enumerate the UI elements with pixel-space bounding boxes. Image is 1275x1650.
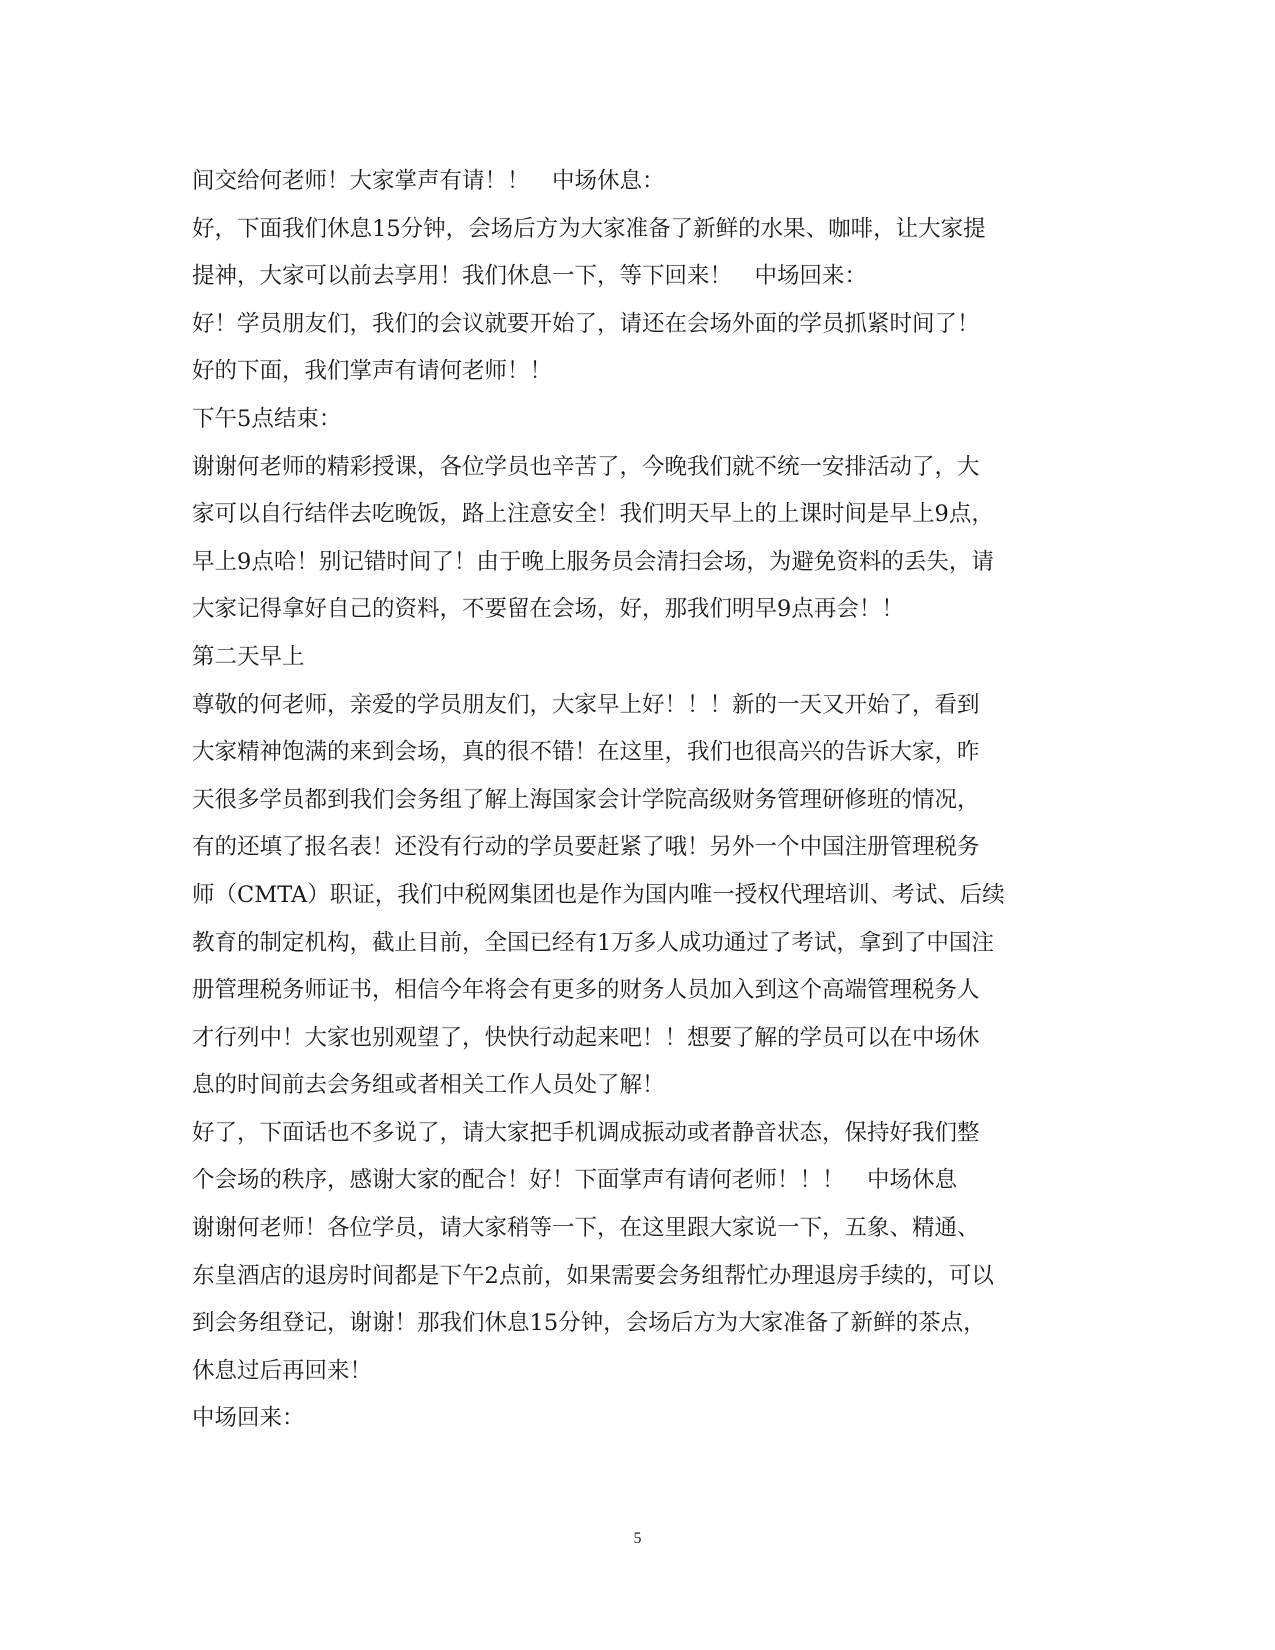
text-line: 家可以自行结伴去吃晚饭，路上注意安全！我们明天早上的上课时间是早上9点， [192,501,994,528]
text-line: 好！学员朋友们，我们的会议就要开始了，请还在会场外面的学员抓紧时间了！ [192,310,980,337]
text-line: 大家记得拿好自己的资料，不要留在会场，好，那我们明早9点再会！！ [192,596,904,623]
section-heading: 下午5点结束： [192,405,342,432]
text-line: 册管理税务师证书，相信今年将会有更多的财务人员加入到这个高端管理税务人 [192,977,980,1004]
text-line: 东皇酒店的退房时间都是下午2点前，如果需要会务组帮忙办理退房手续的，可以 [192,1262,994,1289]
text-line: 才行列中！大家也别观望了，快快行动起来吧！！想要了解的学员可以在中场休 [192,1024,980,1051]
text-line: 到会务组登记，谢谢！那我们休息15分钟，会场后方为大家准备了新鲜的茶点， [192,1310,986,1337]
text-line: 有的还填了报名表！还没有行动的学员要赶紧了哦！另外一个中国注册管理税务 [192,834,980,861]
text-line: 谢谢何老师！各位学员，请大家稍等一下，在这里跟大家说一下，五象、精通、 [192,1215,980,1242]
page-number: 5 [633,1530,642,1547]
text-line: 师（CMTA）职证，我们中税网集团也是作为国内唯一授权代理培训、考试、后续 [192,881,1005,908]
section-heading: 中场回来： [192,1405,305,1432]
body-text [192,158,1072,1443]
text-line: 息的时间前去会务组或者相关工作人员处了解！ [192,1072,665,1099]
text-line: 提神，大家可以前去享用！我们休息一下，等下回来！ 中场回来： [192,263,868,290]
text-line: 好的下面，我们掌声有请何老师！！ [192,358,553,385]
text-line: 大家精神饱满的来到会场，真的很不错！在这里，我们也很高兴的告诉大家，昨 [192,739,980,766]
text-line: 教育的制定机构，截止目前，全国已经有1万多人成功通过了考试，拿到了中国注 [192,929,994,956]
text-line: 好，下面我们休息15分钟，会场后方为大家准备了新鲜的水果、咖啡，让大家提 [192,215,986,242]
text-line: 谢谢何老师的精彩授课，各位学员也辛苦了，今晚我们就不统一安排活动了，大 [192,453,980,480]
text-line: 尊敬的何老师，亲爱的学员朋友们，大家早上好！！！新的一天又开始了，看到 [192,691,980,718]
text-line: 天很多学员都到我们会务组了解上海国家会计学院高级财务管理研修班的情况， [192,786,980,813]
text-line: 间交给何老师！大家掌声有请！！ 中场休息： [192,168,665,194]
text-line: 好了，下面话也不多说了，请大家把手机调成振动或者静音状态，保持好我们整 [192,1119,980,1146]
text-line: 早上9点哈！别记错时间了！由于晚上服务员会清扫会场，为避免资料的丢失，请 [192,548,994,575]
text-line: 个会场的秩序，感谢大家的配合！好！下面掌声有请何老师！！！ 中场休息 [192,1167,958,1194]
section-heading: 第二天早上 [192,643,305,670]
text-line: 休息过后再回来！ [192,1357,373,1384]
